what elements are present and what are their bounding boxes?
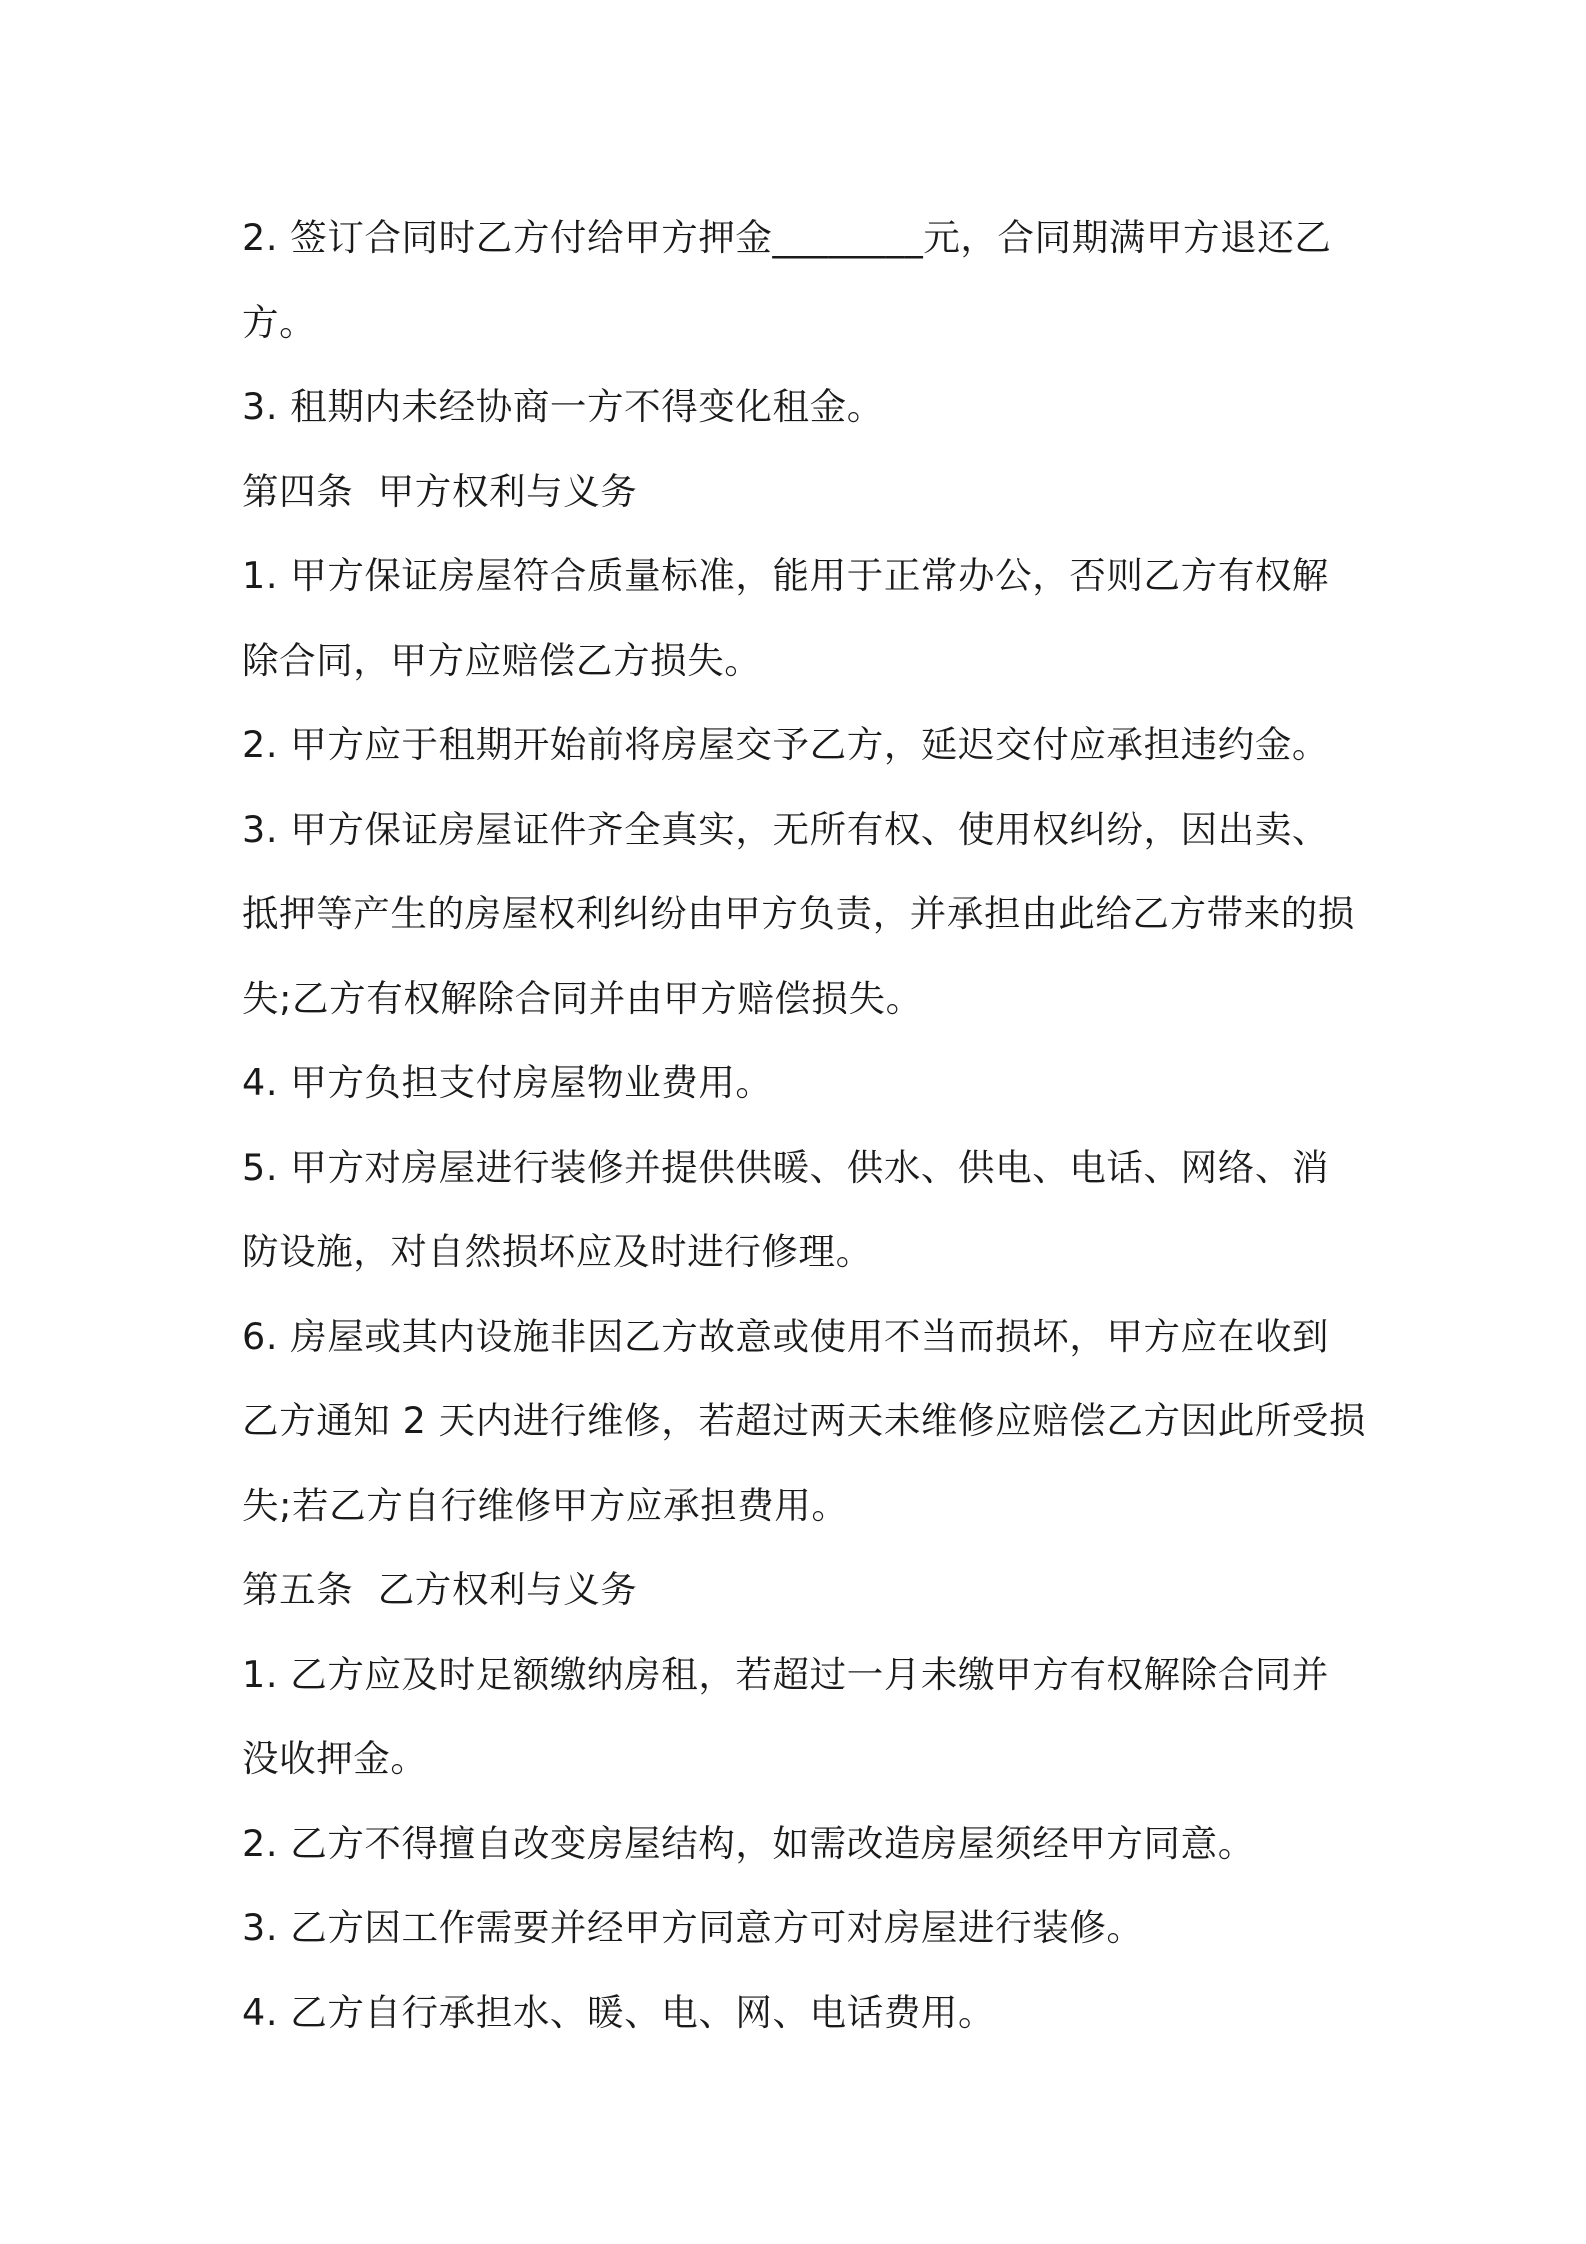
contract-text	[242, 196, 1367, 2055]
text-line: 1. 甲方保证房屋符合质量标准，能用于正常办公，否则乙方有权解	[242, 554, 1330, 597]
section-heading: 第四条 甲方权利与义务	[242, 469, 638, 513]
text-line: 4. 甲方负担支付房屋物业费用。	[242, 1061, 773, 1104]
article-five-heading	[242, 1548, 1362, 1633]
clause-b3	[242, 1886, 1362, 1971]
section-heading: 第五条 乙方权利与义务	[242, 1568, 638, 1611]
text-line: 1. 乙方应及时足额缴纳房租，若超过一月未缴甲方有权解除合同并	[242, 1652, 1330, 1696]
clause-a1	[242, 534, 1362, 703]
text-line: 2. 签订合同时乙方付给甲方押金________元，合同期满甲方退还乙	[242, 216, 1332, 259]
text-line: 失;乙方有权解除合同并由甲方赔偿损失。	[242, 976, 923, 1020]
clause-a2	[242, 703, 1362, 788]
text-line: 失;若乙方自行维修甲方应承担费用。	[242, 1483, 849, 1527]
text-line: 3. 甲方保证房屋证件齐全真实，无所有权、使用权纠纷，因出卖、	[242, 807, 1330, 851]
text-line: 乙方通知 2 天内进行维修，若超过两天未维修应赔偿乙方因此所受损	[242, 1399, 1367, 1442]
clause-a5	[242, 1126, 1362, 1295]
text-line: 方。	[242, 300, 317, 344]
text-line: 防设施，对自然损坏应及时进行修理。	[242, 1230, 873, 1273]
article-four-heading	[242, 450, 1362, 535]
clause-deposit	[242, 196, 1362, 365]
clause-b4	[242, 1971, 1362, 2056]
clause-b2	[242, 1802, 1362, 1887]
clause-rent-fixed	[242, 365, 1362, 450]
text-line: 2. 乙方不得擅自改变房屋结构，如需改造房屋须经甲方同意。	[242, 1821, 1255, 1865]
clause-b1	[242, 1633, 1362, 1802]
clause-a3	[242, 788, 1362, 1042]
text-line: 没收押金。	[242, 1737, 428, 1780]
text-line: 3. 乙方因工作需要并经甲方同意方可对房屋进行装修。	[242, 1906, 1144, 1949]
clause-a4	[242, 1041, 1362, 1126]
text-line: 5. 甲方对房屋进行装修并提供供暖、供水、供电、电话、网络、消	[242, 1145, 1330, 1189]
text-line: 3. 租期内未经协商一方不得变化租金。	[242, 385, 884, 428]
text-line: 2. 甲方应于租期开始前将房屋交予乙方，延迟交付应承担违约金。	[242, 723, 1330, 766]
clause-a6	[242, 1295, 1367, 1549]
text-line: 4. 乙方自行承担水、暖、电、网、电话费用。	[242, 1990, 996, 2034]
text-line: 抵押等产生的房屋权利纠纷由甲方负责，并承担由此给乙方带来的损	[242, 892, 1355, 935]
text-line: 除合同，甲方应赔偿乙方损失。	[242, 638, 762, 682]
text-line: 6. 房屋或其内设施非因乙方故意或使用不当而损坏，甲方应在收到	[242, 1314, 1330, 1358]
